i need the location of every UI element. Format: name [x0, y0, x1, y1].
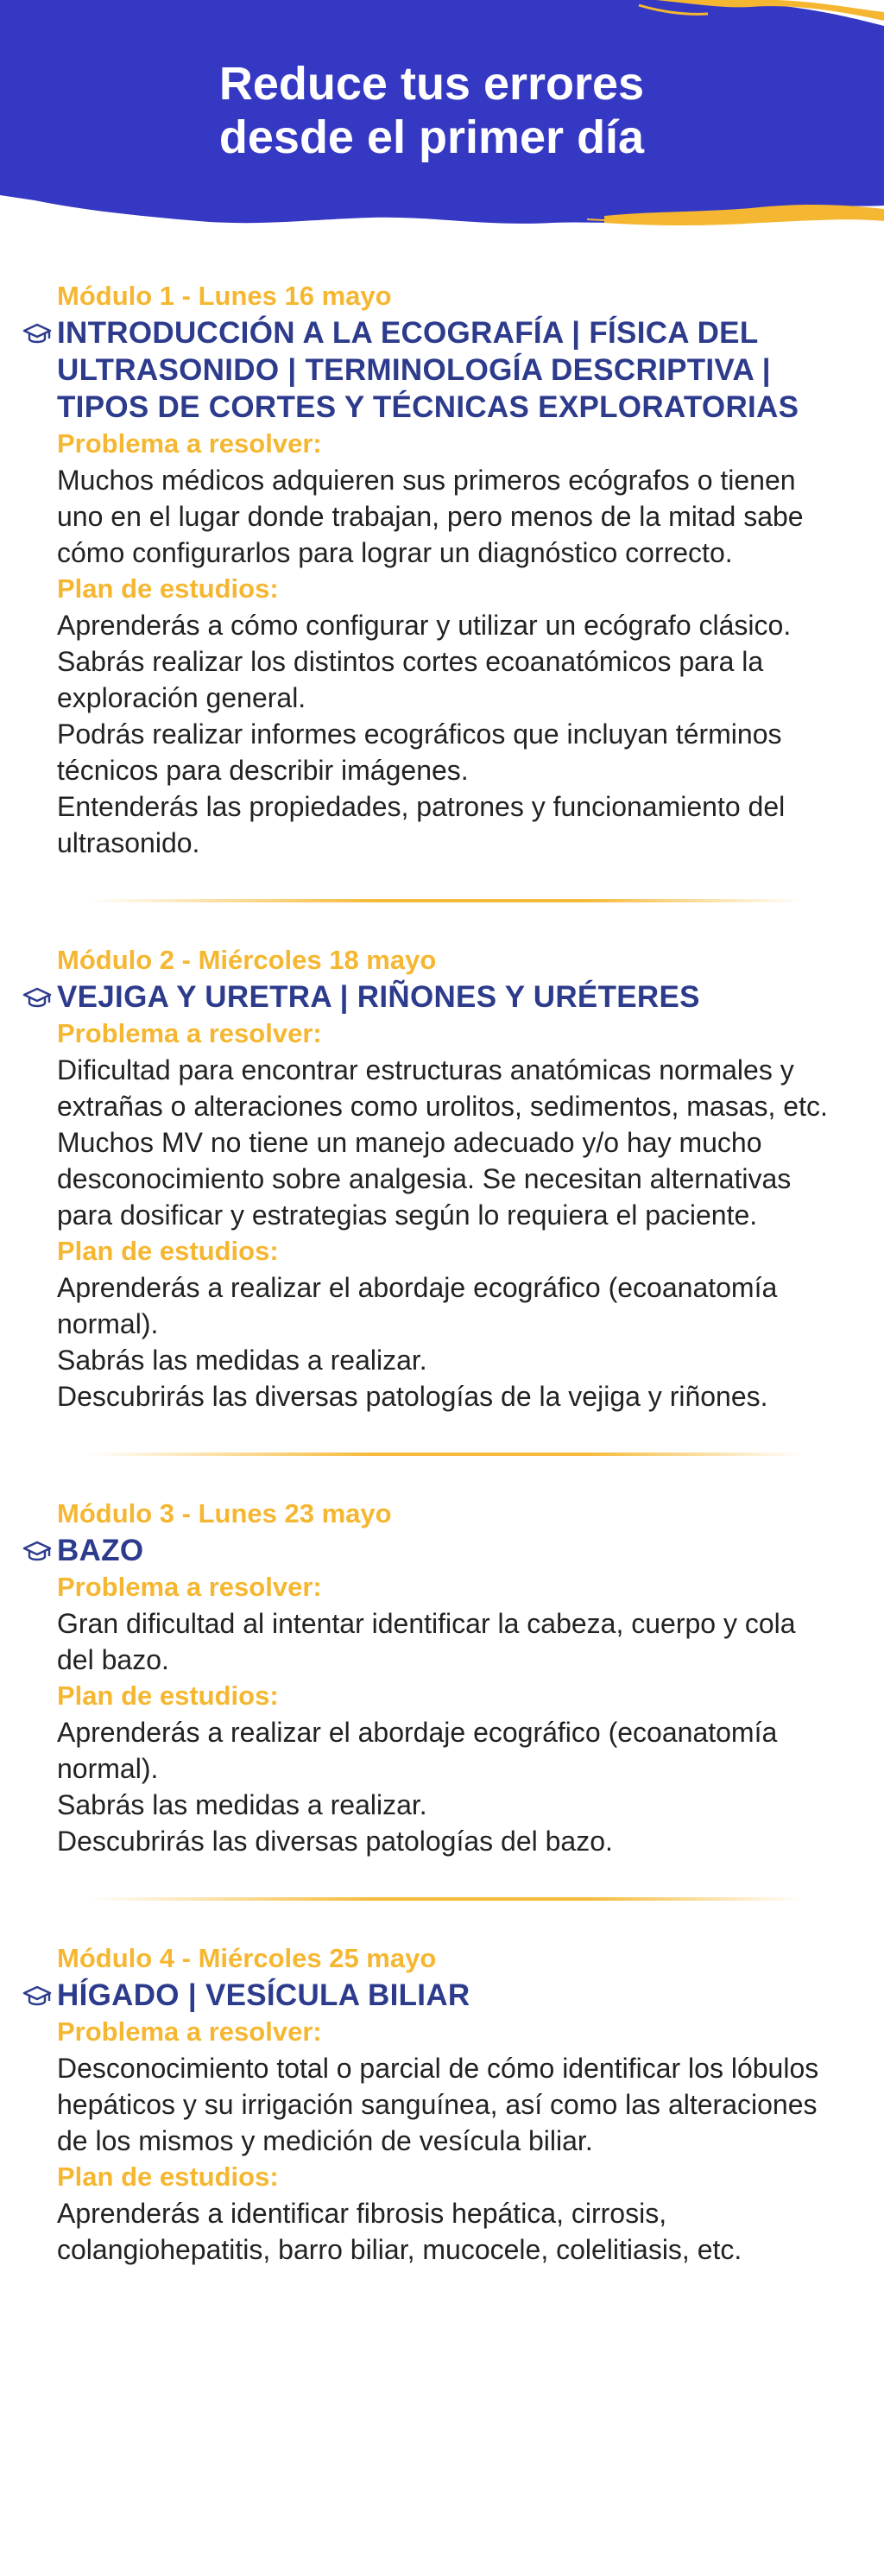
- plan-item: Aprenderás a realizar el abordaje ecográfico (ecoanatomía normal).: [57, 1717, 778, 1784]
- plan-label: Plan de estudios:: [57, 573, 279, 604]
- banner-title-line-1: Reduce tus errores: [218, 58, 645, 110]
- module-date: Módulo 2 - Miércoles 18 mayo: [57, 945, 437, 975]
- problem-text: Muchos médicos adquieren sus primeros ecógrafos o tienen uno en el lugar donde trabajan, pero menos de la mitad sabe cómo configurarlos para lograr un diagnóstico correcto.: [57, 465, 804, 568]
- divider: [86, 899, 803, 902]
- modules-list: [0, 278, 884, 2268]
- plan-item: Descubrirás las diversas patologías de la vejiga y riñones.: [57, 1381, 768, 1412]
- graduation-cap-icon: [22, 321, 52, 347]
- plan-item: Podrás realizar informes ecográficos que incluyan términos técnicos para describir imágenes.: [57, 718, 782, 786]
- problem-label: Problema a resolver:: [57, 428, 322, 459]
- problem-text: Gran dificultad al intentar identificar la cabeza, cuerpo y cola del bazo.: [57, 1608, 796, 1675]
- plan-label: Plan de estudios:: [57, 1680, 279, 1711]
- problem-text: Muchos MV no tiene un manejo adecuado y/o hay mucho desconocimiento sobre analgesia. Se necesitan alternativas para dosificar y estrategias según lo requiera el paciente.: [57, 1127, 792, 1231]
- module-title-text: HÍGADO | VESÍCULA BILIAR: [57, 1978, 470, 2012]
- header-banner: [0, 0, 884, 233]
- module-3: [0, 1496, 834, 1859]
- module-title-text: VEJIGA Y URETRA | RIÑONES Y URÉTERES: [57, 980, 700, 1014]
- plan-item: Aprenderás a identificar fibrosis hepática, cirrosis, colangiohepatitis, barro biliar, mucocele, colelitiasis, etc.: [57, 2198, 742, 2265]
- plan-item: Aprenderás a cómo configurar y utilizar un ecógrafo clásico.: [57, 610, 792, 641]
- module-title-text: BAZO: [57, 1534, 144, 1567]
- plan-item: Sabrás las medidas a realizar.: [57, 1345, 427, 1376]
- divider: [86, 1897, 803, 1901]
- module-2: [0, 942, 834, 1415]
- module-date: Módulo 4 - Miércoles 25 mayo: [57, 1943, 437, 1973]
- plan-label: Plan de estudios:: [57, 1236, 279, 1266]
- divider: [86, 1453, 803, 1456]
- plan-item: Aprenderás a realizar el abordaje ecográfico (ecoanatomía normal).: [57, 1272, 778, 1339]
- module-title: [57, 1977, 834, 2014]
- module-date: Módulo 1 - Lunes 16 mayo: [57, 281, 392, 311]
- problem-text: Dificultad para encontrar estructuras anatómicas normales y extrañas o alteraciones como urolitos, sedimentos, masas, etc.: [57, 1054, 828, 1122]
- plan-item: Entenderás las propiedades, patrones y funcionamiento del ultrasonido.: [57, 791, 786, 858]
- graduation-cap-icon: [22, 985, 52, 1011]
- plan-item: Sabrás realizar los distintos cortes ecoanatómicos para la exploración general.: [57, 646, 764, 713]
- problem-label: Problema a resolver:: [57, 2016, 322, 2047]
- module-1: [0, 278, 834, 861]
- module-4: [0, 1940, 834, 2268]
- module-title-text: INTRODUCCIÓN A LA ECOGRAFÍA | FÍSICA DEL ULTRASONIDO | TERMINOLOGÍA DESCRIPTIVA | TIPOS DE CORTES Y TÉCNICAS EXPLORATORIAS: [57, 316, 799, 424]
- banner-title-line-2: desde el primer día: [218, 111, 645, 163]
- graduation-cap-icon: [22, 1984, 52, 2010]
- problem-label: Problema a resolver:: [57, 1018, 322, 1048]
- problem-label: Problema a resolver:: [57, 1572, 322, 1602]
- module-title: [57, 314, 834, 426]
- problem-text: Desconocimiento total o parcial de cómo identificar los lóbulos hepáticos y su irrigación sanguínea, así como las alteraciones de los mismos y medición de vesícula biliar.: [57, 2053, 819, 2156]
- module-title: [57, 1532, 834, 1569]
- banner-title: [0, 57, 863, 164]
- plan-label: Plan de estudios:: [57, 2161, 279, 2192]
- module-title: [57, 978, 834, 1016]
- plan-item: Sabrás las medidas a realizar.: [57, 1789, 427, 1820]
- graduation-cap-icon: [22, 1539, 52, 1565]
- plan-item: Descubrirás las diversas patologías del bazo.: [57, 1826, 613, 1857]
- module-date: Módulo 3 - Lunes 23 mayo: [57, 1498, 392, 1529]
